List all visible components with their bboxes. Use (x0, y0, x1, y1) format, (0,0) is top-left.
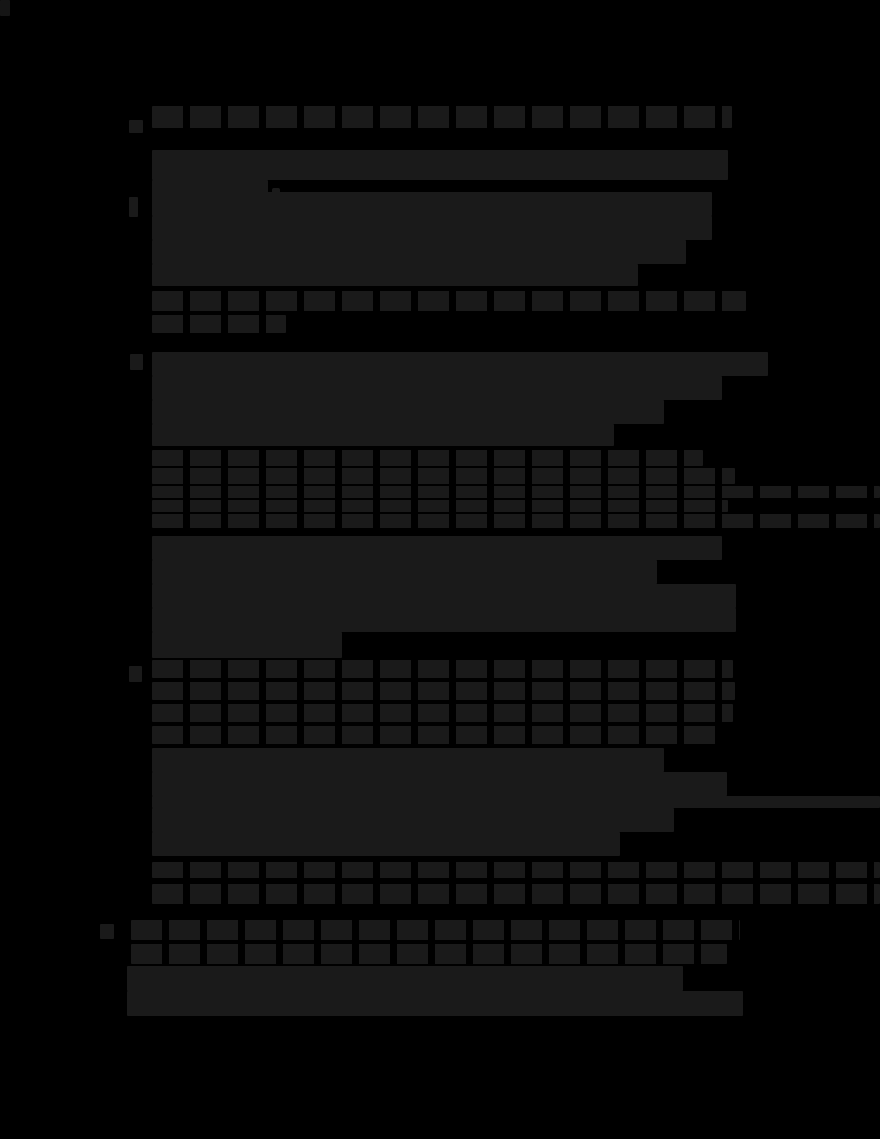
redacted-text-line-solid (152, 216, 712, 240)
redacted-text-line-worded (152, 315, 286, 333)
redacted-text-line-worded (152, 862, 880, 878)
redacted-text-line-worded (152, 450, 703, 466)
redacted-text-line-solid (152, 400, 664, 424)
redacted-text-line-worded (131, 920, 740, 940)
redacted-text-line-solid (152, 832, 620, 856)
redacted-text-line-solid (152, 264, 638, 286)
list-item-marker-4 (129, 666, 142, 682)
redacted-text-line-worded (152, 514, 880, 528)
list-item-marker-5 (100, 924, 114, 939)
redacted-text-line-worded (131, 944, 727, 964)
redacted-text-line-worded (152, 500, 728, 512)
redacted-text-line-worded (152, 106, 732, 128)
redacted-text-line-solid (152, 376, 722, 400)
list-item-marker-2 (129, 197, 138, 217)
redacted-text-line-solid (127, 966, 683, 991)
redacted-text-line-worded (152, 726, 720, 744)
redacted-text-line-solid (152, 150, 728, 180)
redacted-text-line-solid (152, 772, 727, 796)
list-item-marker-1 (129, 120, 143, 133)
redacted-text-line-worded (152, 291, 746, 311)
redacted-text-line-solid (152, 608, 736, 632)
redacted-text-line-solid (152, 632, 342, 658)
redacted-text-line-solid (152, 424, 614, 446)
redacted-text-line-worded (152, 486, 880, 498)
redacted-text-line-solid (127, 991, 743, 1016)
redacted-text-line-solid (152, 352, 768, 376)
redacted-text-line-worded (152, 468, 735, 484)
list-item-marker-3 (130, 354, 143, 370)
redacted-text-line-worded (152, 704, 733, 722)
corner-artifact (0, 0, 10, 16)
redacted-text-line-solid (152, 808, 674, 832)
redacted-text-line-worded (152, 660, 733, 678)
redacted-text-line-solid (152, 796, 880, 808)
redacted-text-line-worded (152, 682, 735, 700)
redacted-text-line-solid (152, 536, 722, 560)
redacted-text-line-solid (152, 192, 712, 216)
redacted-text-line-worded (152, 884, 880, 904)
redacted-text-line-solid (152, 560, 657, 584)
redacted-text-line-solid (152, 748, 664, 772)
redacted-text-line-solid (152, 584, 736, 608)
redacted-text-line-solid (152, 240, 686, 264)
